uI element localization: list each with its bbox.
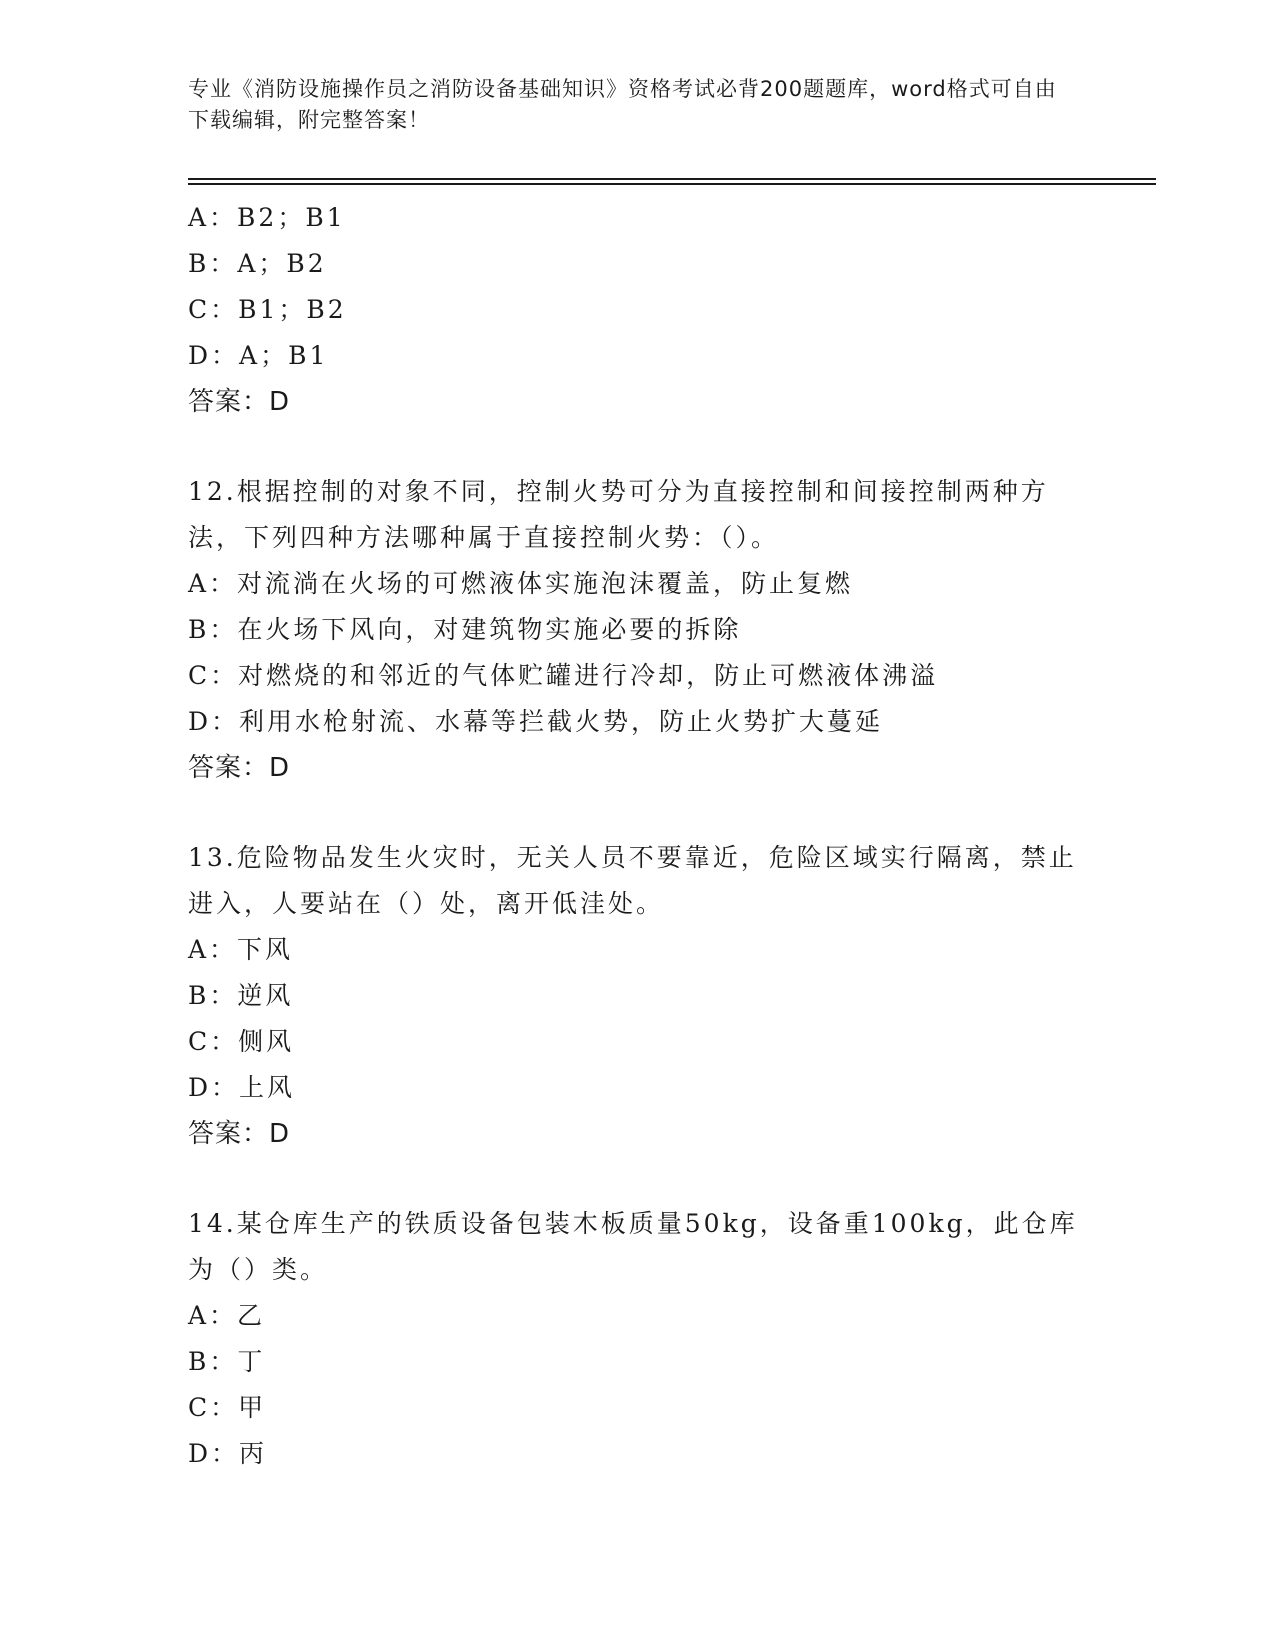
question-list: [188, 195, 1088, 1477]
option-b: B：丁: [188, 1347, 266, 1376]
option-d: D：丙: [188, 1439, 268, 1468]
option-b: B：逆风: [188, 981, 294, 1010]
question-12: [188, 469, 1088, 791]
option-a: A：B2；B1: [188, 203, 346, 232]
header-rule-top: [188, 178, 1156, 180]
answer: 答案：D: [188, 387, 291, 417]
option-c: C：对燃烧的和邻近的气体贮罐进行冷却，防止可燃液体沸溢: [188, 661, 939, 690]
option-c: C：侧风: [188, 1027, 295, 1056]
question-text: 12.根据控制的对象不同，控制火势可分为直接控制和间接控制两种方法，下列四种方法哪种属于直接控制火势：（）。: [188, 477, 1049, 552]
option-b: B：A；B2: [188, 249, 327, 278]
option-d: D：利用水枪射流、水幕等拦截火势，防止火势扩大蔓延: [188, 707, 884, 736]
option-d: D：A；B1: [188, 341, 329, 370]
option-c: C：甲: [188, 1393, 267, 1422]
option-a: A：对流淌在火场的可燃液体实施泡沫覆盖，防止复燃: [188, 569, 854, 598]
question-text: 13.危险物品发生火灾时，无关人员不要靠近，危险区域实行隔离，禁止进入，人要站在（）处，离开低洼处。: [188, 843, 1077, 918]
option-a: A：乙: [188, 1301, 266, 1330]
answer: 答案：D: [188, 1119, 291, 1149]
question-11: [188, 195, 1088, 425]
option-b: B：在火场下风向，对建筑物实施必要的拆除: [188, 615, 742, 644]
header-rule-bottom: [188, 183, 1156, 185]
option-c: C：B1；B2: [188, 295, 347, 324]
question-13: [188, 835, 1088, 1157]
option-d: D：上风: [188, 1073, 296, 1102]
answer: 答案：D: [188, 753, 291, 783]
question-text: 14.某仓库生产的铁质设备包装木板质量50kg，设备重100kg，此仓库为（）类。: [188, 1209, 1078, 1284]
option-a: A：下风: [188, 935, 294, 964]
document-header: 专业《消防设施操作员之消防设备基础知识》资格考试必背200题题库，word格式可自由下载编辑，附完整答案！: [188, 77, 1057, 132]
question-14: [188, 1201, 1088, 1477]
